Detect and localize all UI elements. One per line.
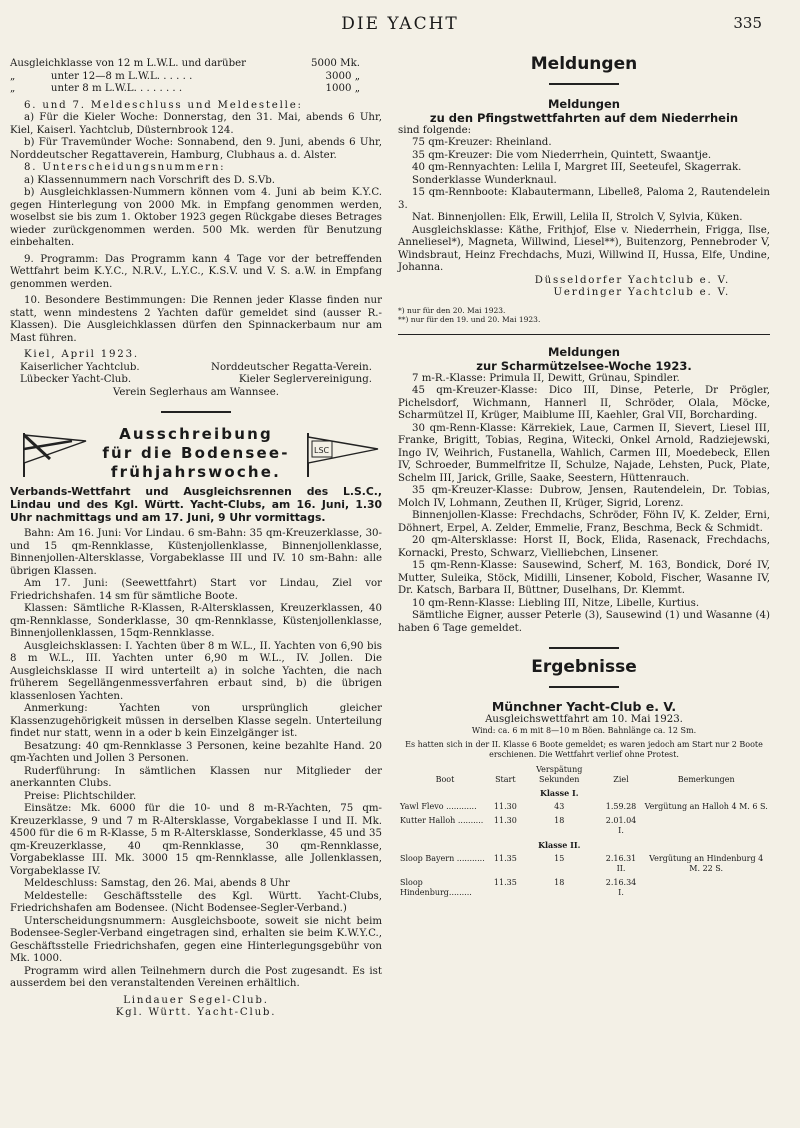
event-summary: Verbands-Wettfahrt und Ausgleichsrennen des L.S.C., Lindau und des Kgl. Württ. Yacht-Clubs, am 16. Juni, 1.30 Uhr nachmittags und am 17. Juni, 9 Uhr vormittags. <box>10 485 382 524</box>
paragraph: 9. Programm: Das Programm kann 4 Tage vor der betreffenden Wettfahrt beim K.Y.C., N.R.V., L.Y.C., K.S.V. und V. S. a.W. in Empfang genommen werden. <box>10 253 382 290</box>
class-row: Klasse II. <box>538 840 581 850</box>
page-header <box>0 14 800 38</box>
footnote: *) nur für den 20. Mai 1923. <box>398 305 506 315</box>
article-subtitle: zu den Pfingstwettfahrten auf dem Niederrhein <box>429 110 739 125</box>
club-flag-right-icon <box>302 429 382 479</box>
flag-label: LSC <box>314 445 330 455</box>
paragraph: Unterscheidungsnummern: Ausgleichsboote, soweit sie nicht beim Bodensee-Segler-Verband eingetragen sind, erhalten sie beim K.W.Y.C., Geschäftsstelle Friedrichshafen, gegen eine Hinterlegungsgebühr von Mk. 1000. <box>10 915 382 964</box>
entry: 40 qm-Rennyachten: Lelila I, Margret III, Seeteufel, Skagerrak. <box>412 162 742 173</box>
divider-rule <box>549 647 619 649</box>
running-title: DIE YACHT <box>341 14 459 34</box>
divider-line <box>398 334 770 335</box>
paragraph: Einsätze: Mk. 6000 für die 10- und 8 m-R-Yachten, 75 qm-Kreuzerklasse, 9 und 7 m R-Altersklasse, Vorgabeklasse I und II. Mk. 4500 für die 6 m R-Klasse, 5 m R-Altersklasse, Sonderklasse, 45 und 35 qm-Kreuzerklasse, 40 qm-Rennklasse, 30 qm-Rennklasse, Vorgabeklasse III. Mk. 3000 15 qm-Rennklasse, alle Jollenklassen, Vorgabeklasse IV. <box>10 803 382 877</box>
signature: Lindauer Segel-Club. <box>123 994 269 1006</box>
table-row: Yawl Flevo ............ 11.30 43 1.59.28 Vergütung an Halloh 4 M. 6 S. <box>400 802 768 811</box>
entry: 75 qm-Kreuzer: Rheinland. <box>412 137 552 148</box>
paragraph: Es hatten sich in der II. Klasse 6 Boote gemeldet; es waren jedoch am Start nur 2 Boote erschienen. Die Wettfahrt verlief ohne Protest. <box>405 740 763 759</box>
entry: 7 m-R.-Klasse: Primula II, Dewitt, Grünau, Spindler. <box>412 372 680 384</box>
paragraph: Sämtliche Eigner, ausser Peterle (3), Sausewind (1) und Wasanne (4) haben 6 Tage gemeldet. <box>398 610 770 634</box>
paragraph: Meldeschluss: Samstag, den 26. Mai, abends 8 Uhr <box>24 878 290 889</box>
table-header-row <box>398 764 770 786</box>
divider-rule <box>549 686 619 688</box>
entry: Ausgleichsklasse: Käthe, Frithjof, Else v. Niederrhein, Frigga, Ilse, Anneliesel*), Magneta, Willwind, Liesel**), Buitenzorg, Pennebroder V, Windsbraut, Heinz Frechdachs, Muzi, Willwind II, Hussa, Elfe, Undine, Johanna. <box>398 224 770 273</box>
section-heading: 6. und 7. Meldeschluss und Meldestelle: <box>24 99 303 111</box>
paragraph: 10. Besondere Bestimmungen: Die Rennen jeder Klasse finden nur statt, wenn mindestens 2 Yachten dafür gemeldet sind (ausser R.-Klassen). Die Ausgleichklassen dürfen den Spinnackerbaum nur am Mast führen. <box>10 295 382 344</box>
footnote: **) nur für den 19. und 20. Mai 1923. <box>398 314 541 324</box>
ausschreibung-header <box>10 425 382 482</box>
column-header: Boot <box>435 775 455 784</box>
signature-row: Verein Seglerhaus am Wannsee. <box>112 386 280 398</box>
entry: 35 qm-Kreuzer: Die vom Niederrhein, Quintett, Swaantje. <box>412 149 712 161</box>
entry: 15 qm-Rennboote: Klabautermann, Libelle8, Paloma 2, Rautendelein 3. <box>398 187 770 211</box>
article-title: Meldungen <box>547 344 620 359</box>
paragraph: Preise: Plichtschilder. <box>24 790 137 802</box>
paragraph: Bahn: Am 16. Juni: Vor Lindau. 6 sm-Bahn: 35 qm-Kreuzerklasse, 30- und 15 qm-Rennklasse, Küstenjollenklasse, Binnenjollenklasse, Binnenjollen-Altersklasse, Vorgabeklasse III und IV. 10 sm-Bahn: alle übrigen Klassen. <box>10 528 382 577</box>
fee-row: „ unter 12—8 m L.W.L. . . . . . 3000 „ <box>10 70 360 82</box>
entry: Nat. Binnenjollen: Elk, Erwill, Lelila II, Strolch V, Sylvia, Küken. <box>412 212 743 223</box>
class-row: Klasse I. <box>539 788 579 798</box>
fee-row: Ausgleichklasse von 12 m L.W.L. und darüber 5000 Mk. <box>10 58 360 69</box>
article-title: Meldungen <box>547 96 620 111</box>
paragraph: b) Ausgleichklassen-Nummern können vom 4. Juni ab beim K.Y.C. gegen Hinterlegung von 2000 Mk. in Empfang genommen werden, woselbst sie bis zum 1. Oktober 1923 gegen Rückgabe dieses Betrages wieder zurückgenommen werden. 500 Mk. werden für Benutzung einbehalten. <box>10 187 382 248</box>
entry: Sonderklasse Wunderknaul. <box>412 174 557 186</box>
fee-row: „ unter 8 m L.W.L. . . . . . . . 1000 „ <box>10 83 360 94</box>
article-title: Münchner Yacht-Club e. V. <box>491 698 677 714</box>
signature: Kgl. Württ. Yacht-Club. <box>115 1007 277 1018</box>
section-title: Ergebnisse <box>531 657 637 677</box>
paragraph: Klassen: Sämtliche R-Klassen, R-Altersklassen, Kreuzerklassen, 40 qm-Rennklasse, Sonderklasse, 30 qm-Rennklasse, Küstenjollenklasse, Binnenjollenklassen, 15qm-Rennklasse. <box>10 603 382 639</box>
paragraph: Ausgleichsklassen: I. Yachten über 8 m W.L., II. Yachten von 6,90 bis 8 m W.L., III. Yachten unter 6,90 m W.L., IV. Jollen. Die Ausgleichsklasse II wird unterteilt a) in solche Yachten, die nach früherem Segellängenmessverfahren erbaut sind, b) die übrigen klassenlosen Yachten. <box>10 640 382 702</box>
article-subtitle: Ausgleichswettfahrt am 10. Mai 1923. <box>485 713 683 725</box>
results-table <box>398 764 770 900</box>
signature-row: Kaiserlicher Yachtclub. Norddeutscher Regatta-Verein. <box>20 361 372 373</box>
column-header: Verspätung Sekunden <box>536 765 583 784</box>
right-column <box>398 54 770 900</box>
column-header: Ziel <box>613 775 629 784</box>
table-row: Sloop Hindenburg......... 11.35 18 2.16.34 I. <box>400 878 637 897</box>
paragraph: Besatzung: 40 qm-Rennklasse 3 Personen, keine bezahlte Hand. 20 qm-Yachten und Jollen 3 Personen. <box>10 740 382 764</box>
divider-rule <box>161 411 231 413</box>
paragraph: a) Klassennummern nach Vorschrift des D. S.Vb. <box>24 174 275 186</box>
entry: Binnenjollen-Klasse: Frechdachs, Schröder, Föhn IV, K. Zelder, Erni, Döhnert, Erpel, A. Zelder, Emmelie, Franz, Beschma, Beck & Schmidt. <box>398 510 770 534</box>
signature: Uerdinger Yachtclub e. V. <box>553 287 730 298</box>
wind-info: Wind: ca. 6 m mit 8—10 m Böen. Bahnlänge ca. 12 Sm. <box>471 726 697 735</box>
paragraph: Meldestelle: Geschäftsstelle des Kgl. Württ. Yacht-Clubs, Friedrichshafen am Bodensee. (Nicht Bodensee-Segler-Verband.) <box>10 890 382 914</box>
article-subtitle: zur Scharmützelsee-Woche 1923. <box>476 358 692 373</box>
place-date: Kiel, April 1923. <box>24 349 139 360</box>
entry: 10 qm-Renn-Klasse: Liebling III, Nitze, Libelle, Kurtius. <box>412 597 700 609</box>
ausschreibung-title: Ausschreibung für die Bodensee- frühjahrswoche. <box>102 425 290 481</box>
fee-table <box>10 58 382 96</box>
paragraph: sind folgende: <box>398 124 472 136</box>
entry: 20 qm-Altersklasse: Horst II, Bock, Elida, Rasenack, Frechdachs, Kornacki, Presto, Schwarz, Vielliebchen, Linsener. <box>398 535 770 559</box>
paragraph: b) Für Travemünder Woche: Sonnabend, den 9. Juni, abends 6 Uhr, Norddeutscher Regattaverein, Hamburg, Clubhaus a. d. Alster. <box>10 137 382 161</box>
left-column <box>10 58 382 1020</box>
entry: 35 qm-Kreuzer-Klasse: Dubrow, Jensen, Rautendelein, Dr. Tobias, Molch IV, Lohmann, Zeuthen II, Krüger, Sigrid, Lorenz. <box>398 485 770 509</box>
paragraph: Am 17. Juni: (Seewettfahrt) Start vor Lindau, Ziel vor Friedrichshafen. 14 sm für sämtliche Boote. <box>10 578 382 602</box>
entry: 45 qm-Kreuzer-Klasse: Dico III, Dinse, Peterle, Dr Prögler, Pichelsdorf, Wichmann, Hannerl II, Schröder, Olala, Möcke, Scharmützel II, Krüger, Maiblume III, Kaehler, Gral VII, Borcharding. <box>398 385 770 421</box>
section-heading: 8. Unterscheidungsnummern: <box>24 162 226 173</box>
club-flag-left-icon <box>10 429 90 479</box>
entry: 30 qm-Renn-Klasse: Kärrekiek, Laue, Carmen II, Sievert, Liesel III, Franke, Brigitt, Tobias, Regina, Witecki, Onkel Arnold, Radziejewski, Ingo IV, Weihrich, Fustanella, Wahlich, Carmen III, Moedebeck, Ellen IV, Schroeder, Bummelfritze II, Schulze, Najade, Lehsten, Puck, Plate, Schelm III, Jarick, Grille, Saake, Seestern, Hüttenrauch. <box>398 422 770 484</box>
footnotes <box>398 306 770 324</box>
entry: 15 qm-Renn-Klasse: Sausewind, Scherf, M. 163, Bondick, Doré IV, Mutter, Suleika, Stöck, Midilli, Linsener, Kobold, Fischer, Wasanne IV, Dr. Katsch, Barbara II, Büttner, Duselhans, Dr. Klemmt. <box>398 560 770 596</box>
paragraph: Programm wird allen Teilnehmern durch die Post zugesandt. Es ist ausserdem bei den veranstaltenden Vereinen erhältlich. <box>10 965 382 989</box>
paragraph: Anmerkung: Yachten von ursprünglich gleicher Klassenzugehörigkeit müssen in derselben Klasse segeln. Unterteilung findet nur statt, wenn in a oder b kein Einzelgänger ist. <box>10 703 382 739</box>
paragraph: Ruderführung: In sämtlichen Klassen nur Mitglieder der anerkannten Clubs. <box>10 765 382 789</box>
section-title: Meldungen <box>530 54 638 74</box>
column-header: Start <box>495 775 516 784</box>
signature-row: Lübecker Yacht-Club. Kieler Seglervereinigung. <box>20 374 372 385</box>
table-row: Kutter Halloh .......... 11.30 18 2.01.04 I. <box>400 816 637 835</box>
table-row: Sloop Bayern ........... 11.35 15 2.16.31 II. Vergütung an Hindenburg 4 M. 22 S. <box>400 854 764 873</box>
signature: Düsseldorfer Yachtclub e. V. <box>534 274 730 286</box>
column-header: Bemerkungen <box>677 775 735 784</box>
divider-rule <box>549 83 619 85</box>
paragraph: a) Für die Kieler Woche: Donnerstag, den 31. Mai, abends 6 Uhr, Kiel, Kaiserl. Yachtclub, Düsternbrook 124. <box>10 112 382 136</box>
page-number: 335 <box>733 14 762 32</box>
